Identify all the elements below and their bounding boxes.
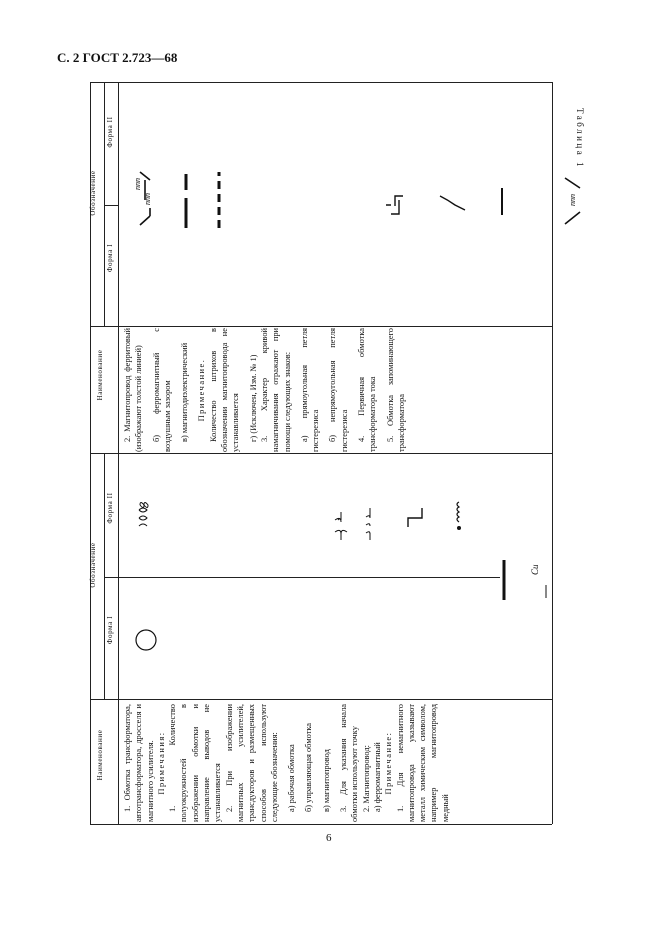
col-head-designation-upper: Обозначение — [89, 170, 97, 216]
row-text: в) магнитодиэлектрический — [180, 342, 190, 442]
core-symbol — [408, 508, 422, 527]
row-text: б) непрямоугольная петля гистерезиса — [328, 328, 349, 452]
table-label: Таблица 1 — [575, 108, 585, 169]
row-text: Примечание. — [197, 358, 207, 422]
page-number: 6 — [326, 832, 332, 844]
row-text: 4. Первичная обмотка трансформатора тока — [357, 328, 378, 452]
winding-circle-symbol — [136, 630, 156, 650]
ferrite-label-2: nnn — [133, 178, 142, 190]
col-head-name-upper: Наименование — [96, 349, 104, 401]
col-head-name-lower: Наименование — [96, 729, 104, 781]
dot-coil-symbol — [457, 502, 459, 522]
row-text: а) ферромагнитный — [372, 742, 382, 812]
row-text: Количество штрихов в обозначении магнитопровода не устанавливается — [208, 328, 241, 452]
row-text: а) рабочая обмотка — [287, 744, 297, 812]
row-text: г) (Исключен, Изм. № 1) — [248, 354, 258, 442]
start-dot — [457, 526, 461, 530]
col-head-form1-upper: Форма I — [106, 243, 114, 273]
row-text: 5. Обмотка запоминающего трансформатора — [385, 328, 406, 452]
row-text: Примечания: — [156, 731, 166, 795]
row-text: в) магнитопровод — [321, 749, 331, 812]
coil-symbol — [140, 503, 148, 508]
page-header: С. 2 ГОСТ 2.723—68 — [57, 50, 178, 65]
row-text: а) прямоугольная петля гистерезиса — [299, 328, 321, 452]
cu-label: Cu — [530, 564, 540, 575]
nonrect-hysteresis-symbol — [440, 196, 465, 210]
row-text: б) ферромагнитный с воздушным зазором — [151, 328, 172, 452]
row-text: 3. Для указания начала обмотки используют точку — [339, 704, 360, 822]
row-text: б) управляющая обмотка — [304, 722, 314, 812]
ferrite-label-1: nnn — [143, 193, 152, 205]
row-text: 2. Магнитопровод: — [361, 745, 371, 812]
control-winding-symbol — [366, 508, 370, 540]
row-text: 2. При изображении магнитных усилителей, трансдукторов и размещенных способов используют следующие обозначения: — [224, 704, 279, 822]
working-winding-symbol — [335, 518, 347, 540]
row-text: 3. Характер кривой намагничивания отражают при помощи следующих знаков: — [259, 328, 292, 452]
col-head-form1-lower: Форма I — [106, 615, 114, 645]
col-head-form2-upper: Форма II — [106, 116, 114, 148]
row-text: 2. Магнитопровод ферритовый (изображают толстой линией) — [123, 328, 144, 452]
col-head-form2-lower: Форма II — [106, 492, 114, 524]
col-head-designation-lower: Обозначение — [89, 542, 97, 588]
storage-label: nnn — [568, 194, 577, 206]
row-text: 1. Количество полуокружностей в изображении обмотки и направление выводов не устанавливается — [168, 704, 223, 822]
row-text: Примечание: — [384, 731, 394, 795]
row-text: 1. Обмотка трансформатора, автотрансформатора, дросселя и магнитного усилителя. — [123, 704, 155, 822]
row-text: 1. Для немагнитного магнитопровода указывают металл химическим символом, например магнитопровод медный — [395, 704, 450, 822]
rect-hysteresis-symbol — [386, 196, 403, 214]
